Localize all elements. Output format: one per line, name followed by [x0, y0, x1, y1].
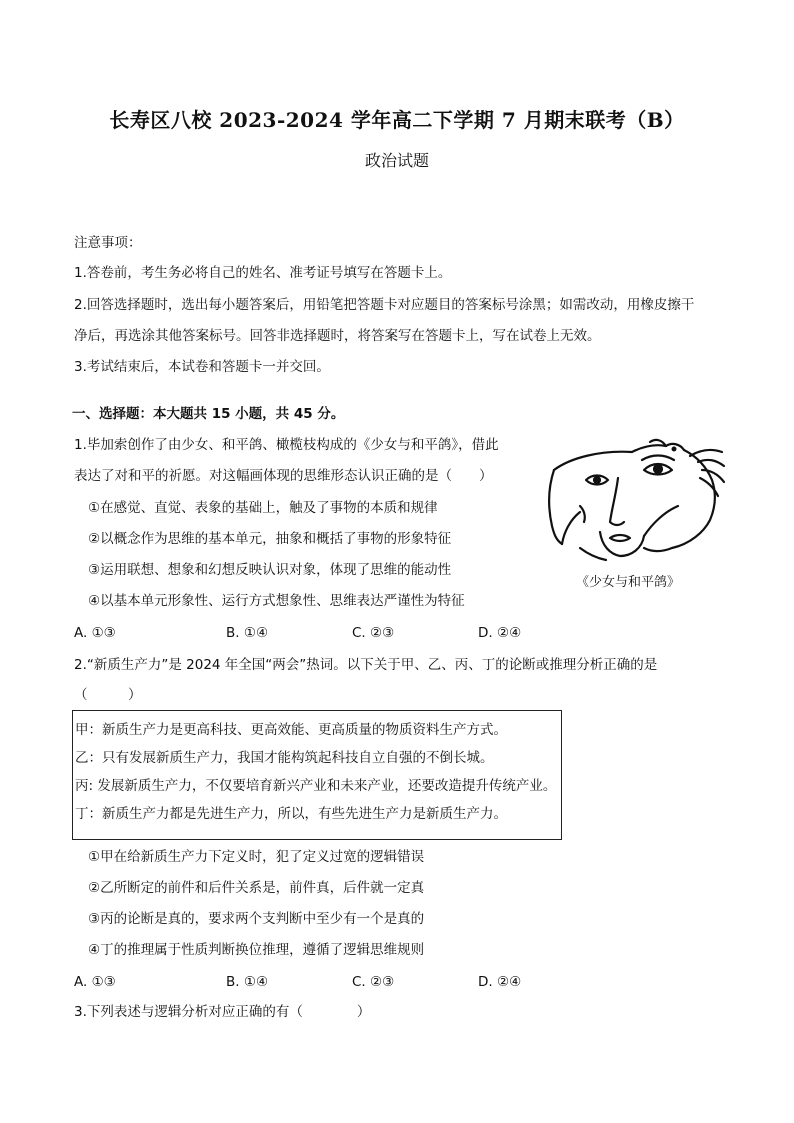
- q2-option-b: B. ①④: [226, 974, 269, 990]
- q1-stem-line: 1.毕加索创作了由少女、和平鸽、橄榄枝构成的《少女与和平鸽》，借此: [74, 437, 499, 453]
- notice-item: 1.答卷前，考生务必将自己的姓名、准考证号填写在答题卡上。: [74, 265, 452, 281]
- q2-option-a: A. ①③: [74, 974, 116, 990]
- q2-statement: ②乙所断定的前件和后件关系是，前件真，后件就一定真: [88, 880, 425, 896]
- notice-item: 3.考试结束后，本试卷和答题卡一并交回。: [74, 359, 330, 375]
- section-heading: 一、选择题：本大题共 15 小题，共 45 分。: [72, 406, 345, 422]
- q1-option-d: D. ②④: [478, 625, 522, 641]
- exam-title: 长寿区八校 2023-2024 学年高二下学期 7 月期末联考（B）: [109, 108, 685, 132]
- q2-box-line: 乙：只有发展新质生产力，我国才能构筑起科技自立自强的不倒长城。: [75, 750, 494, 766]
- q2-stem-line: 2.“新质生产力”是 2024 年全国“两会”热词。以下关于甲、乙、丙、丁的论断或推理分析正确的是: [74, 657, 658, 673]
- q2-statement: ④丁的推理属于性质判断换位推理，遵循了逻辑思维规则: [88, 942, 425, 958]
- q2-option-c: C. ②③: [352, 974, 395, 990]
- notice-heading: 注意事项：: [74, 235, 142, 251]
- exam-subject: 政治试题: [364, 151, 429, 170]
- q1-statement: ③运用联想、想象和幻想反映认识对象，体现了思维的能动性: [88, 562, 452, 578]
- notice-item: 净后，再选涂其他答案标号。回答非选择题时，将答案写在答题卡上，写在试卷上无效。: [74, 328, 601, 344]
- q2-box-line: 丙: 发展新质生产力，不仅要培育新兴产业和未来产业，还要改造提升传统产业。: [75, 778, 557, 794]
- q2-stem-line: （ ）: [74, 687, 142, 703]
- q1-statement: ①在感觉、直觉、表象的基础上，触及了事物的本质和规律: [88, 500, 438, 516]
- q2-box-line: 丁：新质生产力都是先进生产力，所以，有些先进生产力是新质生产力。: [75, 806, 507, 822]
- q2-statement: ①甲在给新质生产力下定义时，犯了定义过宽的逻辑错误: [88, 849, 425, 865]
- q1-option-a: A. ①③: [74, 625, 116, 641]
- q1-statement: ②以概念作为思维的基本单元，抽象和概括了事物的形象特征: [88, 531, 452, 547]
- q1-option-b: B. ①④: [226, 625, 269, 641]
- q1-stem-line: 表达了对和平的祈愿。对这幅画体现的思维形态认识正确的是（ ）: [74, 468, 493, 484]
- q3-stem: 3.下列表述与逻辑分析对应正确的有（ ）: [74, 1004, 371, 1020]
- notice-item: 2.回答选择题时，选出每小题答案后，用铅笔把答题卡对应题目的答案标号涂黑；如需改动，用橡皮擦干: [74, 297, 695, 313]
- q1-option-c: C. ②③: [352, 625, 395, 641]
- q2-material-box: [72, 710, 562, 840]
- girl-and-dove-drawing: [540, 436, 730, 566]
- q2-statement: ③丙的论断是真的，要求两个支判断中至少有一个是真的: [88, 911, 425, 927]
- figure-caption: 《少女与和平鸽》: [576, 575, 681, 590]
- q2-option-d: D. ②④: [478, 974, 522, 990]
- q2-box-line: 甲：新质生产力是更高科技、更高效能、更高质量的物质资料生产方式。: [75, 722, 507, 738]
- q1-statement: ④以基本单元形象性、运行方式想象性、思维表达严谨性为特征: [88, 593, 465, 609]
